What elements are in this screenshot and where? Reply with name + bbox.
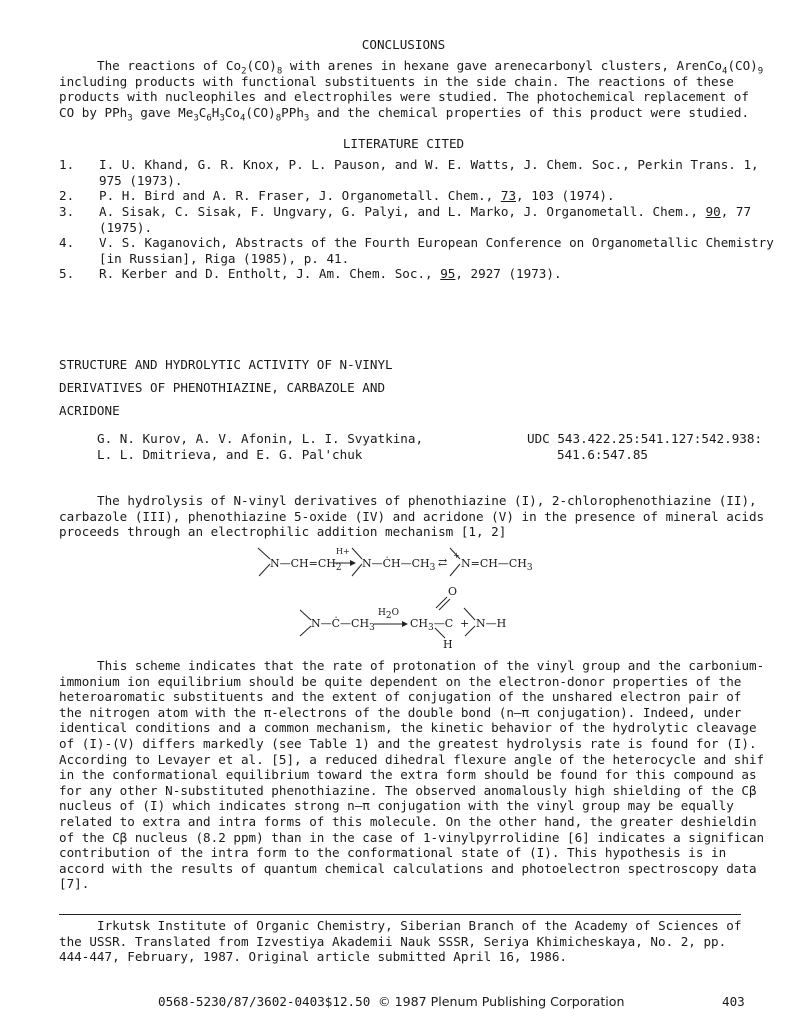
udc-line: UDC 543.422.25:541.127:542.938:: [527, 431, 763, 446]
article-title-line: DERIVATIVES OF PHENOTHIAZINE, CARBAZOLE AND: [59, 380, 386, 395]
scheme-vinyl: $N—CH=CH_2$: [270, 557, 342, 574]
body-line: of (I)-(V) differs markedly (see Table 1) and the greatest hydrolysis rate is found for (I).: [59, 735, 757, 751]
scheme-arrow-label-h: H+: [336, 547, 350, 556]
authors: [97, 431, 423, 462]
body-line: [7].: [59, 876, 90, 892]
conclusions-line-2: including products with functional substituents in the side chain. The reactions of these: [59, 73, 734, 89]
footnote-line: the USSR. Translated from Izvestiya Akademii Nauk SSSR, Seriya Khimicheskaya, No. 2, pp.: [59, 933, 727, 949]
scheme-amine: N—H: [476, 617, 507, 630]
conclusions-heading: CONCLUSIONS: [361, 37, 446, 52]
body-line: immonium ion equilibrium should be quite dependent on the electron-donor properties of the: [59, 673, 742, 689]
article-title: [59, 353, 393, 422]
authors-line: G. N. Kurov, A. V. Afonin, L. I. Svyatkina,: [97, 431, 424, 446]
body-line: accord with the results of quantum chemical calculations and photoelectron spectroscopy data: [59, 860, 757, 876]
conclusions-line-4: CO by PPh$_3$ gave $Me_3C_6H_3Co_4(CO)_8PPh_3$ and the chemical properties of this product were studied.: [59, 104, 750, 124]
scheme-plus: +: [460, 617, 470, 630]
udc-line: 541.6:547.85: [557, 446, 648, 462]
conclusions-paragraph: [59, 58, 764, 124]
footer-code: 0568-5230/87/3602-0403$12.50: [158, 994, 371, 1009]
scheme-carbonium: $N—ĊH—CH_3$: [362, 557, 436, 574]
intro-line: proceeds through an electrophilic addition mechanism [1, 2]: [59, 524, 507, 540]
footnote-rule: [59, 914, 741, 915]
article-title-line: STRUCTURE AND HYDROLYTIC ACTIVITY OF N-VINYL: [59, 357, 393, 372]
reference-text: V. S. Kaganovich, Abstracts of the Fourth European Conference on Organometallic Chemistry: [99, 235, 774, 250]
body-line: This scheme indicates that the rate of protonation of the vinyl group and the carbonium-: [97, 658, 765, 673]
body-line: nucleus of (I) which indicates strong n—π conjugation with the vinyl group may be equally: [59, 798, 734, 814]
page-number: 403: [722, 994, 745, 1009]
body-line: heteroaromatic substituents and the extent of conjugation of the unshared electron pair of: [59, 689, 742, 705]
scheme-oxygen: O: [448, 585, 458, 598]
authors-line: L. L. Dmitrieva, and E. G. Pal'chuk: [97, 446, 363, 462]
scheme-plus-charge: +: [453, 551, 460, 560]
reference-text: [in Russian], Riga (1985), p. 41.: [99, 250, 350, 266]
body-line: of the Cβ nucleus (8.2 ppm) than in the case of 1-vinylpyrrolidine [6] indicates a significan: [59, 829, 765, 845]
reference-number: 5.: [59, 266, 75, 281]
body-line: the nitrogen atom with the π-electrons of the double bond (n—π conjugation). Indeed, under: [59, 704, 742, 720]
reference-text: , 2927 (1973).: [455, 266, 562, 281]
reference-text: , 77: [720, 204, 752, 219]
scheme-immonium: $N=CH—CH_3$: [461, 557, 533, 574]
reference-text: A. Sisak, C. Sisak, F. Ungvary, G. Palyi, and L. Marko, J. Organometall. Chem.,: [99, 204, 706, 219]
scheme-cation: $N—Ċ—CH_3$: [311, 617, 375, 634]
scheme-equilibrium: ⇄: [438, 556, 448, 569]
literature-heading: LITERATURE CITED: [342, 136, 465, 151]
reference-volume: 73: [500, 188, 517, 203]
reference-volume: 95: [440, 266, 456, 281]
reference-text: 975 (1973).: [99, 172, 183, 188]
body-line: identical conditions and a common mechanism, the kinetic behavior of the hydrolytic cleavage: [59, 720, 757, 736]
intro-line: carbazole (III), phenothiazine 5-oxide (IV) and acridone (V) in the presence of mineral acids: [59, 508, 765, 524]
reference-volume: 90: [705, 204, 721, 219]
footnote-line: 444-447, February, 1987. Original article submitted April 16, 1986.: [59, 949, 567, 965]
conclusions-line-1: The reactions of $Co_2(CO)_8$ with arenes in hexane gave arenecarbonyl clusters, $ArenCo_4(CO)_9$: [97, 58, 764, 77]
scheme-acetaldehyde: $CH_3—C$: [410, 617, 454, 634]
reference-number: 3.: [59, 204, 75, 219]
intro-paragraph: [59, 493, 764, 540]
body-line: contribution of the intra form to the conformational state of (I). This hypothesis is in: [59, 845, 727, 861]
intro-line: The hydrolysis of N-vinyl derivatives of phenothiazine (I), 2-chlorophenothiazine (II),: [97, 493, 757, 508]
body-line: According to Levayer et al. [5], a reduced dihedral flexure angle of the heterocycle and shif: [59, 751, 765, 767]
udc-code: [527, 431, 762, 462]
reference-text: I. U. Khand, G. R. Knox, P. L. Pauson, and W. E. Watts, J. Chem. Soc., Perkin Trans. 1,: [99, 157, 759, 172]
body-line: in the conformational equilibrium toward the extra form should be found for this compound as: [59, 767, 757, 783]
reference-text: (1975).: [99, 219, 153, 235]
scheme-arrow-label-water: $H_2O$: [378, 608, 399, 621]
reference-number: 4.: [59, 235, 75, 250]
reference-text: R. Kerber and D. Entholt, J. Am. Chem. Soc.,: [99, 266, 441, 281]
reaction-scheme: [240, 540, 580, 652]
reference-text: P. H. Bird and A. R. Fraser, J. Organometall. Chem.,: [99, 188, 501, 203]
reference-text: , 103 (1974).: [516, 188, 615, 203]
footnote-line: Irkutsk Institute of Organic Chemistry, Siberian Branch of the Academy of Sciences of: [97, 918, 742, 933]
reference-number: 1.: [59, 157, 75, 172]
conclusions-line-3: products with nucleophiles and electrophiles were studied. The photochemical replacement of: [59, 89, 749, 105]
body-paragraph: [59, 658, 764, 892]
body-line: related to extra and intra forms of this molecule. On the other hand, the greater deshieldin: [59, 813, 757, 829]
reference-number: 2.: [59, 188, 75, 203]
footnote: [59, 918, 764, 965]
body-line: for any other N-substituted phenothiazine. The observed anomalously high shielding of the Cβ: [59, 782, 757, 798]
scheme-hydrogen: H: [443, 638, 453, 651]
footer-copyright: © 1987 Plenum Publishing Corporation: [378, 994, 625, 1009]
article-title-line: ACRIDONE: [59, 403, 120, 418]
